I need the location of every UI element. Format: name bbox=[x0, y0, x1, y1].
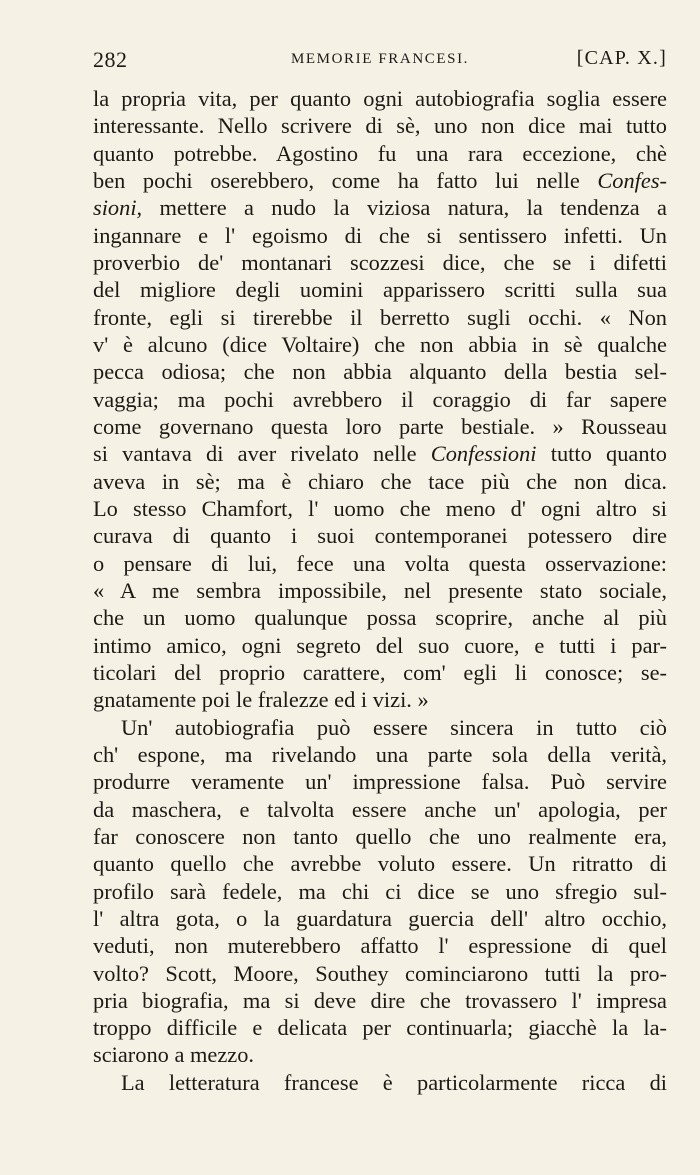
text-line: v' è alcuno (dice Voltaire) che non abbia in sè qualche bbox=[93, 331, 667, 357]
text-line: Un' autobiografia può essere sincera in tutto ciò bbox=[121, 714, 667, 740]
body-text bbox=[93, 85, 667, 1096]
text-line bbox=[93, 167, 667, 194]
text-line: come governano questa loro parte bestiale. » Rousseau bbox=[93, 413, 667, 439]
text-segment: tutto quanto bbox=[536, 441, 667, 467]
text-line: intimo amico, ogni segreto del suo cuore, e tutti i par- bbox=[93, 632, 667, 658]
text-line: troppo difficile e delicata per continuarla; giacchè la la- bbox=[93, 1015, 667, 1041]
text-line: gnatamente poi le fralezze ed i vizi. » bbox=[93, 687, 429, 713]
text-line: curava di quanto i suoi contemporanei potessero dire bbox=[93, 523, 667, 549]
text-segment: ben pochi oserebbero, come ha fatto lui nelle bbox=[93, 167, 598, 193]
text-line: o pensare di lui, fece una volta questa osservazione: bbox=[93, 550, 667, 576]
page-header bbox=[93, 47, 667, 77]
text-line: fronte, egli si tirerebbe il berretto sugli occhi. « Non bbox=[93, 304, 667, 330]
italic-title: sioni, bbox=[93, 195, 143, 221]
text-line: volto? Scott, Moore, Southey cominciarono tutti la pro- bbox=[93, 960, 667, 986]
text-line: ticolari del proprio carattere, com' egli li conosce; se- bbox=[93, 659, 667, 685]
text-line: aveva in sè; ma è chiaro che tace più che non dica. bbox=[93, 468, 667, 494]
text-segment: mettere a nudo la viziosa natura, la tendenza a bbox=[142, 195, 667, 221]
text-line: La letteratura francese è particolarmente ricca di bbox=[121, 1069, 667, 1095]
text-line: Lo stesso Chamfort, l' uomo che meno d' ogni altro si bbox=[93, 495, 667, 521]
text-line: sciarono a mezzo. bbox=[93, 1042, 255, 1068]
text-line: proverbio de' montanari scozzesi dice, che se i difetti bbox=[93, 249, 667, 275]
text-line: pria biografia, ma si deve dire che trovassero l' impresa bbox=[93, 987, 667, 1013]
italic-title: Confessioni bbox=[430, 441, 537, 467]
text-line: profilo sarà fedele, ma chi ci dice se uno sfregio sul- bbox=[93, 878, 667, 904]
text-line: veduti, non muterebbero affatto l' espressione di quel bbox=[93, 933, 667, 959]
text-line: da maschera, e talvolta essere anche un' apologia, per bbox=[93, 796, 667, 822]
text-line bbox=[93, 440, 667, 467]
text-line: l' altra gota, o la guardatura guercia dell' altro occhio, bbox=[93, 905, 667, 931]
chapter-label: [CAP. X.] bbox=[576, 47, 667, 69]
text-line: del migliore degli uomini apparissero scritti sulla sua bbox=[93, 277, 667, 303]
text-line: far conoscere non tanto quello che uno realmente era, bbox=[93, 823, 667, 849]
text-line bbox=[93, 194, 667, 221]
text-line: quanto quello che avrebbe voluto essere. Un ritratto di bbox=[93, 851, 667, 877]
text-line: vaggia; ma pochi avrebbero il coraggio di far sapere bbox=[93, 386, 667, 412]
text-line: produrre veramente un' impressione falsa. Può servire bbox=[93, 769, 667, 795]
text-line: pecca odiosa; che non abbia alquanto della bestia sel- bbox=[93, 359, 667, 385]
italic-title: Confes- bbox=[597, 167, 667, 193]
page-number: 282 bbox=[93, 47, 128, 72]
text-line: ingannare e l' egoismo di che si sentissero infetti. Un bbox=[93, 222, 667, 248]
text-line: che un uomo qualunque possa scoprire, anche al più bbox=[93, 605, 667, 631]
text-line: ch' espone, ma rivelando una parte sola della verità, bbox=[93, 741, 667, 767]
text-line: interessante. Nello scrivere di sè, uno non dice mai tutto bbox=[93, 113, 667, 139]
text-segment: si vantava di aver rivelato nelle bbox=[93, 441, 431, 467]
running-title: MEMORIE FRANCESI. bbox=[290, 51, 470, 67]
text-line: quanto potrebbe. Agostino fu una rara eccezione, chè bbox=[93, 140, 667, 166]
text-line: la propria vita, per quanto ogni autobiografia soglia essere bbox=[93, 86, 667, 111]
text-line: « A me sembra impossibile, nel presente stato sociale, bbox=[93, 577, 667, 603]
